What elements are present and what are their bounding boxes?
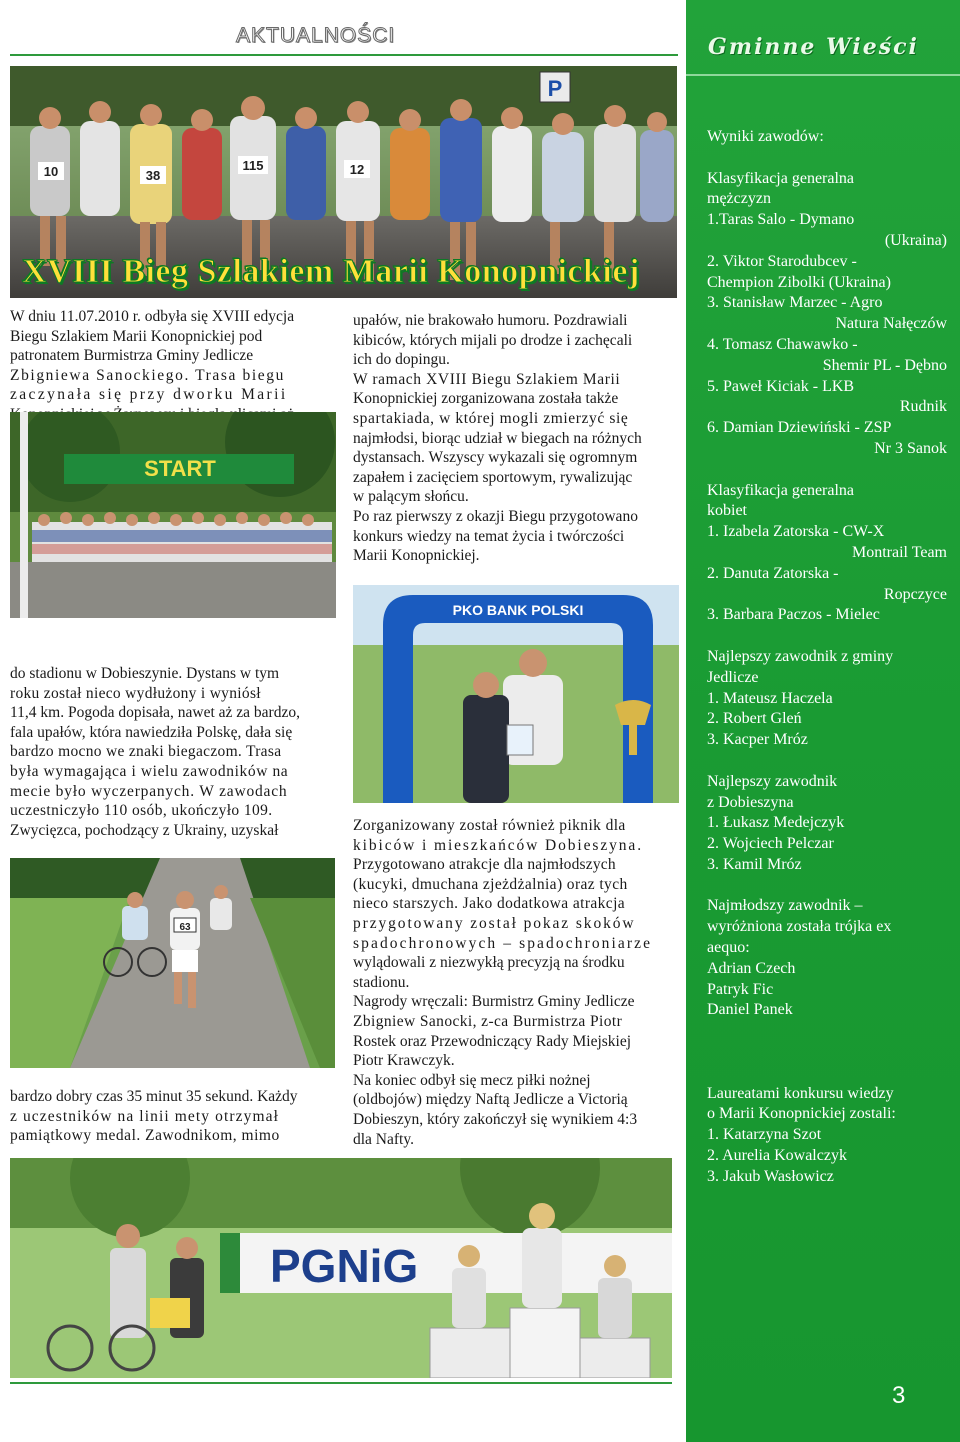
article-headline: XVIII Bieg Szlakiem Marii Konopnickiej — [22, 253, 640, 290]
results-line: 2. Robert Gleń — [707, 710, 802, 728]
text-line: Nagrody wręczali: Burmistrz Gminy Jedlicze — [353, 993, 635, 1011]
text-line: Przygotowano atrakcje dla najmłodszych — [353, 856, 616, 874]
text-line: kibiców, których mijali po drodze i zachęcali — [353, 331, 633, 349]
bib-number: 10 — [43, 164, 59, 179]
text-line: patronatem Burmistrza Gminy Jedlicze — [10, 347, 254, 365]
text-line: uczestniczyło 110 osób, ukończyło 109. — [10, 802, 273, 820]
results-line: 1.Taras Salo - Dymano — [707, 211, 855, 229]
text-line: Piotr Krawczyk. — [353, 1052, 455, 1070]
results-line: 3. Stanisław Marzec - Agro — [707, 294, 883, 312]
results-line: 1. Łukasz Medejczyk — [707, 814, 845, 832]
bib-number: 115 — [242, 158, 264, 173]
page-number: 3 — [892, 1382, 906, 1409]
text-line: Dobieszyn, który zakończył się wynikiem 4:3 — [353, 1110, 638, 1128]
results-line: Rudnik — [899, 398, 947, 416]
results-line: 3. Barbara Paczos - Mielec — [707, 606, 880, 624]
text-line: bardzo mocno we znaki biegaczom. Trasa — [10, 743, 282, 761]
results-spacer — [707, 876, 957, 897]
photo-start-line — [10, 412, 336, 618]
text-line: w palącym słońcu. — [353, 488, 469, 506]
bib-number: 63 — [179, 922, 191, 933]
results-line: 3. Kacper Mróz — [707, 731, 808, 749]
text-line: stadionu. — [353, 973, 410, 991]
results-line: Laureatami konkursu wiedzy — [707, 1084, 894, 1102]
bib-number: 38 — [145, 168, 161, 183]
results-spacer — [707, 626, 957, 647]
text-line: dla Nafty. — [353, 1130, 414, 1148]
podium-image — [10, 1158, 672, 1378]
results-line: Najlepszy zawodnik z gminy — [707, 647, 894, 665]
text-line: Po raz pierwszy z okazji Biegu przygotowano — [353, 507, 638, 525]
results-sidebar — [686, 0, 960, 1442]
text-line: spartakiada, w której mogli zmierzyć się — [353, 409, 629, 427]
results-line: 1. Izabela Zatorska - CW-X — [707, 523, 885, 541]
results-line: 3. Jakub Wasłowicz — [707, 1167, 834, 1185]
svg-text:P: P — [547, 76, 563, 101]
text-line: Marii Konopnickiej. — [353, 547, 480, 565]
text-line: była wymagająca i wielu zawodników na — [10, 762, 289, 780]
results-line: aequo: — [707, 939, 750, 957]
results-line: Chempion Zibolki (Ukraina) — [707, 273, 891, 291]
text-line: mecie było wyczerpanych. W zawodach — [10, 782, 288, 800]
results-line: Nr 3 Sanok — [874, 439, 947, 457]
text-line: zaczynała się przy dworku Marii — [10, 386, 288, 404]
text-line: do stadionu w Dobieszynie. Dystans w tym — [10, 665, 280, 682]
results-line: 1. Mateusz Haczela — [707, 689, 833, 707]
article-body-part3 — [353, 311, 679, 566]
text-line: 11,4 km. Pogoda dopisała, nawet aż za bardzo, — [10, 704, 300, 722]
text-line: Biegu Szlakiem Marii Konopnickiej pod — [10, 327, 263, 345]
results-line: Jedlicze — [707, 668, 759, 686]
results-spacer — [707, 460, 957, 481]
results-line: Wyniki zawodów: — [707, 128, 824, 145]
text-line: Zorganizowany został również piknik dla — [353, 817, 626, 834]
start-banner-text: START — [144, 456, 216, 481]
text-line: Zbigniewa Sanockiego. Trasa biegu — [10, 366, 285, 384]
results-line: Shemir PL - Dębno — [822, 356, 947, 374]
results-line: 5. Paweł Kiciak - LKB — [707, 377, 855, 395]
results-line: Adrian Czech — [707, 959, 796, 977]
brand-divider — [686, 74, 960, 76]
text-line: Na koniec odbył się mecz piłki nożnej — [353, 1071, 591, 1089]
text-line: roku został nieco wydłużony i wyniósł — [10, 684, 261, 702]
results-line: 2. Wojciech Pelczar — [707, 835, 834, 853]
results-line: 6. Damian Dziewiński - ZSP — [707, 419, 892, 437]
results-line: 4. Tomasz Chawawko - — [707, 335, 858, 353]
text-line: W ramach XVIII Biegu Szlakiem Marii — [353, 370, 621, 388]
article-body-part4 — [353, 816, 679, 1149]
pgnig-logo-text: PGNiG — [270, 1240, 419, 1292]
text-line: dystansach. Wszyscy wykazali się ogromnym — [353, 449, 638, 467]
results-line: 1. Katarzyna Szot — [707, 1126, 822, 1144]
results-line: Montrail Team — [851, 543, 947, 561]
bottom-divider — [10, 1382, 672, 1384]
results-line: z Dobieszyna — [707, 793, 794, 811]
results-line: Najlepszy zawodnik — [707, 772, 838, 790]
text-line: najmłodsi, biorąc udział w biegach na różnych — [353, 429, 642, 447]
photo-podium — [10, 1158, 672, 1378]
text-line: spadochronowych – spadochroniarze — [353, 934, 653, 952]
section-title: AKTUALNOŚCI — [236, 24, 396, 47]
results-line: Klasyfikacja generalna — [707, 481, 855, 499]
text-line: konkurs wiedzy na temat życia i twórczości — [353, 527, 625, 545]
text-line: upałów, nie brakowało humoru. Pozdrawiali — [353, 312, 628, 329]
results-line: 3. Kamil Mróz — [707, 855, 802, 873]
results-line: 2. Aurelia Kowalczyk — [707, 1147, 847, 1165]
photo-runners-road — [10, 858, 335, 1068]
results-spacer — [707, 1042, 957, 1063]
text-line: wylądowali z niezwykłą precyzją na środku — [353, 954, 625, 972]
award-ceremony-image — [353, 585, 679, 803]
text-line: z uczestników na linii mety otrzymał — [10, 1107, 280, 1125]
text-line: W dniu 11.07.2010 r. odbyła się XVIII edycja — [10, 308, 295, 325]
results-spacer — [707, 751, 957, 772]
text-line: zapałem i zacięciem sportowym, rywalizując — [353, 468, 633, 486]
results-line: Daniel Panek — [707, 1001, 793, 1019]
results-line: (Ukraina) — [884, 231, 947, 249]
article-body-part1 — [10, 664, 334, 840]
results-spacer — [707, 1021, 957, 1042]
results-spacer — [707, 1063, 957, 1084]
bib-number: 12 — [349, 162, 365, 177]
photo-award-ceremony — [353, 585, 679, 803]
text-line: kibiców i mieszkańców Dobieszyna. — [353, 836, 643, 854]
text-line: (kucyki, dmuchana zjeżdżalnia) oraz tych — [353, 875, 628, 893]
results-line: Najmłodszy zawodnik – — [707, 897, 863, 915]
text-line: przygotowany został pokaz skoków — [353, 914, 636, 932]
text-line: Rostek oraz Przewodniczący Rady Miejskiej — [353, 1032, 632, 1050]
start-line-image — [10, 412, 336, 618]
top-divider — [10, 54, 678, 56]
results-line: Natura Nałęczów — [835, 315, 947, 333]
text-line: Zwycięzca, pochodzący z Ukrainy, uzyskał — [10, 821, 279, 839]
results-line: wyróżniona została trójka ex — [707, 918, 892, 936]
text-line: Konopnickiej zorganizowana została także — [353, 390, 619, 408]
results-line: mężczyzn — [707, 190, 771, 208]
results-list — [707, 127, 957, 1188]
text-line: pamiątkowy medal. Zawodnikom, mimo — [10, 1127, 280, 1145]
results-line: 2. Danuta Zatorska - — [707, 564, 839, 582]
text-line: bardzo dobry czas 35 minut 35 sekund. Każdy — [10, 1088, 298, 1105]
text-line: ich do dopingu. — [353, 351, 450, 369]
runners-road-image — [10, 858, 335, 1068]
article-intro — [10, 307, 334, 425]
sponsor-banner-text: PKO BANK POLSKI — [452, 602, 584, 618]
text-line: Zbigniew Sanocki, z-ca Burmistrza Piotr — [353, 1012, 623, 1030]
results-line: kobiet — [707, 502, 747, 520]
article-body-part2 — [10, 1087, 334, 1146]
text-line: (oldbojów) między Naftą Jedlicze a Victorią — [353, 1091, 628, 1109]
results-line: 2. Viktor Starodubcev - — [707, 252, 857, 270]
text-line: fala upałów, która nawiedziła Polskę, dała się — [10, 723, 293, 741]
newsletter-brand: Gminne Wieści — [708, 34, 919, 60]
results-line: Klasyfikacja generalna — [707, 169, 855, 187]
results-line: Ropczyce — [883, 585, 947, 603]
results-spacer — [707, 148, 957, 169]
results-line: Patryk Fic — [707, 980, 774, 998]
text-line: nieco starszych. Jako dodatkowa atrakcja — [353, 895, 626, 913]
results-line: o Marii Konopnickiej zostali: — [707, 1105, 896, 1123]
